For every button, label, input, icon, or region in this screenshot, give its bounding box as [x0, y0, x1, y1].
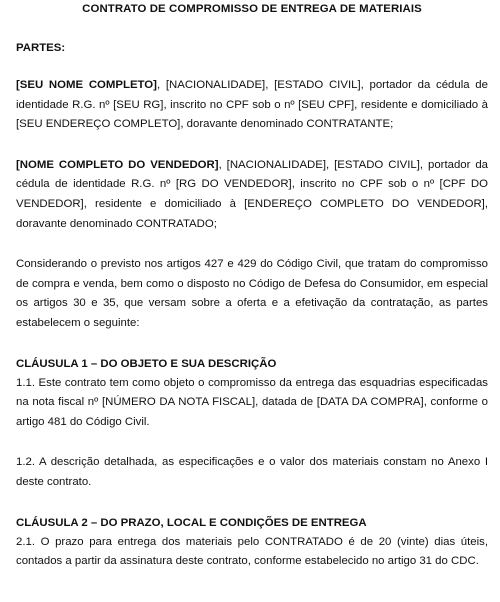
- contratado-name-placeholder: [NOME COMPLETO DO VENDEDOR]: [16, 158, 219, 171]
- document-page: [0, 2, 500, 602]
- preamble-paragraph: Considerando o previsto nos artigos 427 e 429 do Código Civil, que tratam do compromisso de compra e venda, bem como o disposto no Código de Defesa do Consumidor, em especial os artigos 30 e 35, que versam sobre a oferta e a efetivação da contratação, as partes estabelecem o seguinte:: [16, 258, 488, 329]
- contratante-paragraph: [16, 76, 488, 135]
- clause-1-heading: CLÁUSULA 1 – DO OBJETO E SUA DESCRIÇÃO: [16, 357, 277, 370]
- clause-2-item-1: 2.1. O prazo para entrega dos materiais pelo CONTRATADO é de 20 (vinte) dias úteis, contados a partir da assinatura deste contrato, conforme estabelecido no artigo 31 do CDC.: [16, 535, 488, 568]
- contratante-name-placeholder: [SEU NOME COMPLETO]: [16, 79, 157, 91]
- clause-1-item-1: 1.1. Este contrato tem como objeto o compromisso da entrega das esquadrias especificadas na nota fiscal nº [NÚMERO DA NOTA FISCAL], datada de [DATA DA COMPRA], conforme o artigo 481 do Código Civil.: [16, 376, 488, 428]
- parties-label: PARTES:: [16, 42, 66, 54]
- clause-2-heading: CLÁUSULA 2 – DO PRAZO, LOCAL E CONDIÇÕES DE ENTREGA: [16, 516, 367, 529]
- contratado-paragraph: [16, 156, 488, 234]
- clause-1-item-2: 1.2. A descrição detalhada, as especificações e o valor dos materiais constam no Anexo I deste contrato.: [16, 456, 488, 488]
- document-title: CONTRATO DE COMPROMISSO DE ENTREGA DE MATERIAIS: [82, 3, 422, 15]
- contratado-text: , [NACIONALIDADE], [ESTADO CIVIL], portador da cédula de identidade R.G. nº [RG DO VENDEDOR], inscrito no CPF sob o nº [CPF DO VENDEDOR], residente e domiciliado à [ENDEREÇO COMPLETO DO VENDEDOR], doravante denominado CONTRATADO;: [16, 158, 489, 230]
- contratante-text: , [NACIONALIDADE], [ESTADO CIVIL], portador da cédula de identidade R.G. nº [SEU RG], inscrito no CPF sob o nº [SEU CPF], residente e domiciliado à [SEU ENDEREÇO COMPLETO], doravante denominado CONTRATANTE;: [16, 79, 488, 131]
